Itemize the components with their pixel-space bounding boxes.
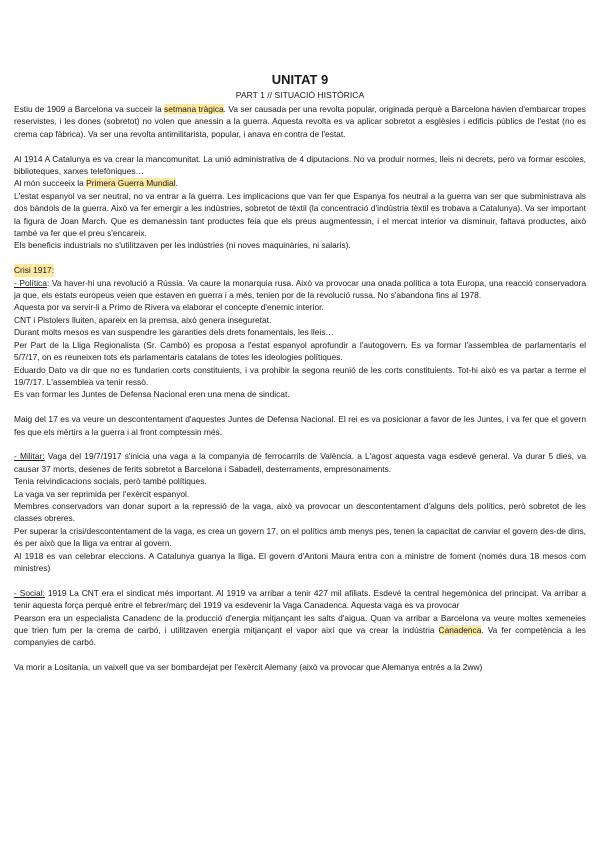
paragraph-primera-guerra: Al món succeeix la Primera Guerra Mundial. xyxy=(14,178,178,189)
spacer xyxy=(14,574,586,586)
militar-label: - Militar: xyxy=(14,451,45,462)
paragraph-eduardo-dato: Eduardo Dato va dir que no es fundarien corts constituients, i va prohibir la segona reunió de les corts constituients. Tot-hi això es va partar a terme el 19/7/17. L'assemblea va tenir ressò. xyxy=(14,364,586,387)
highlight-canadenca: Canadenca xyxy=(438,624,482,635)
social-label: - Social: xyxy=(14,587,45,598)
spacer xyxy=(14,401,586,413)
paragraph-militar: - Militar: Vaga del 19/7/1917 s'inicia una vaga a la companyia de ferrocarrils de València. a L'agost aquesta vaga esdevé general. Va durar 5 dies, va causar 37 morts, desenes de ferits sobretot a Barcelona i Sabadell, desterraments, empresonaments. xyxy=(14,451,587,474)
paragraph-garanties: Durant molts mesos es van suspendre les garanties dels drets fonamentals, les lleis… xyxy=(14,327,334,338)
paragraph-mancomunitat: Al 1914 A Catalunya es va crear la mancomunitat. La unió administrativa de 4 diputacions. No va produir normes, lleis ni decrets, pero va formar escoles, biblioteques, xarxes telefòniques… xyxy=(14,153,586,177)
spacer xyxy=(14,140,586,152)
crisi-1917-heading: Crisi 1917: xyxy=(14,265,55,276)
paragraph-neutralitat: L'estat espanyol va ser neutral, no va entrar a la guerra. Les implicacions que van fer que Espanya fos neutral a la guerra van ser que subministrava als dos bàndols de la guerra. Això va fer emergir a les indústries, sobretot de tèxtil (la concentració d'indústria tèxtil es trobava a Catalunya). Va ser important la figura de Joan March. Que es demanessin tant productes feia que els preus augmentessin, i el mercat interior va disminuir, faltava productes, això també va fer que el preu s'encareix. xyxy=(14,190,586,239)
paragraph-juntes-defensa: Es van formar les Juntes de Defensa Nacional eren una mena de sindicat. xyxy=(14,389,290,400)
politica-label: - Política xyxy=(14,277,47,288)
paragraph-setmana-tragica: Estiu de 1909 a Barcelona va succeir la setmana tràgica. Va ser causada per una revolta popular, originada perquè a Barcelona havien d'embarcar tropes reservistes, i les dones (sobretot) no volen que anessin a la guerra. Aquesta revolta es va aplicar sobretot a esglèsies i edificis públics de l'estat (no es crema cap fàbrica). Va ser una revolta antimilitarista, popular, i anava en contra de l'estat. xyxy=(14,104,586,139)
paragraph-reivindicacions: Tenia reivindicacions socials, però també polítiques. xyxy=(14,476,207,487)
paragraph-politica: - Política: Va haver-hi una revolució a Rússia. Va caure la monarquia rusa. Això va provocar una onada política a tota Europa, una reacció conservadora ja que, els estats europeus veien que estaven en guerra i a més, tenien por de la revolució russa. No s'abandona fins al 1978. xyxy=(14,277,586,301)
paragraph-membres-conservadors: Membres conservadors van donar suport a la repressió de la vaga, això va provocar un descontentament d'alguns dels polítics, però sobretot de les classes obreres. xyxy=(14,500,586,524)
paragraph-superar-crisi: Per superar la crisi/descontentament de la vaga, es crea un govern 17, on el polítics amb menys pes, tenen la capacitat de canviar el govern des-de dins, és per això que la lliga va entrar al govern. xyxy=(14,525,586,549)
section-heading-crisi xyxy=(14,264,586,276)
document-subtitle: PART 1 // SITUACIÓ HISTÒRICA xyxy=(235,90,365,100)
paragraph-pearson: Pearson era un especialista Canadenc de la producció d'energia mitjançant les salts d'aigua. Quan va arribar a Barcelona va veure moltes xemeneies que trien fum per la crema de carbó, i utilitzaven energia mitjançant el vapor així que va crear la indústria Canadenca. Va fer competència a les companyies de carbó. xyxy=(14,612,586,648)
paragraph-maig-17: Maig del 17 es va veure un descontentament d'aquestes Juntes de Defensa Nacional. El rei es va posicionar a favor de les Juntes, i va fer que el govern fes que els mèrtirs a la guerra i al front comptessin més. xyxy=(14,414,586,437)
highlight-setmana-tragica: setmana tràgica xyxy=(164,104,224,114)
highlight-primera-guerra-mundial: Primera Guerra Mundial xyxy=(86,178,176,189)
document-page xyxy=(14,72,586,674)
paragraph-beneficis: Els beneficis industrials no s'utilitzaven per les indústries (ni noves maquinàries, ni salaris). xyxy=(14,240,351,251)
paragraph-cnt-pistolers: CNT i Pistolers lluiten, apareix en la premsa, això genera inseguretat. xyxy=(14,314,272,325)
document-title: UNITAT 9 xyxy=(271,72,329,87)
paragraph-vaga-reprimida: La vaga va ser reprimida per l'exèrcit espanyol. xyxy=(14,488,190,499)
spacer xyxy=(14,649,586,661)
spacer xyxy=(14,438,586,450)
paragraph-social: - Social: 1919 La CNT era el sindicat més important. Al 1919 va arribar a tenir 427 mil afiliats. Esdevé la central hegemònica del principat. Va arribar a tenir aquesta força perquè entre el febrer/març del 1919 va esdevenir la Vaga Canadenca. Aquesta vaga es va provocar xyxy=(14,587,586,611)
paragraph-eleccions-1918: Al 1918 es van celebrar eleccions. A Catalunya guanya la lliga. El govern d'Antoni Maura entra con a ministre de foment (només dura 18 mesos com ministres) xyxy=(14,550,586,573)
paragraph-lliga-regionalista: Per Part de la Lliga Regionalista (Sr. Cambó) es proposa a l'estat espanyol aprofundir a l'autogovern. Es va formar l'assemblea de parlamentaris el 5/7/17, on es reuneixen tots els parlamentaris catalans de totes les ideologies polítiques. xyxy=(14,339,586,363)
paragraph-lositania: Va morir a Lositania, un vaixell que va ser bombardejat per l'exèrcit Alemany (això va provocar que Alemanya entrés a la 2ww) xyxy=(14,662,483,673)
spacer xyxy=(14,252,586,264)
paragraph-primo-rivera: Aquesta por va servir-li a Primo de Rivera va elaborar el concepte d'enemic interior. xyxy=(14,302,324,313)
